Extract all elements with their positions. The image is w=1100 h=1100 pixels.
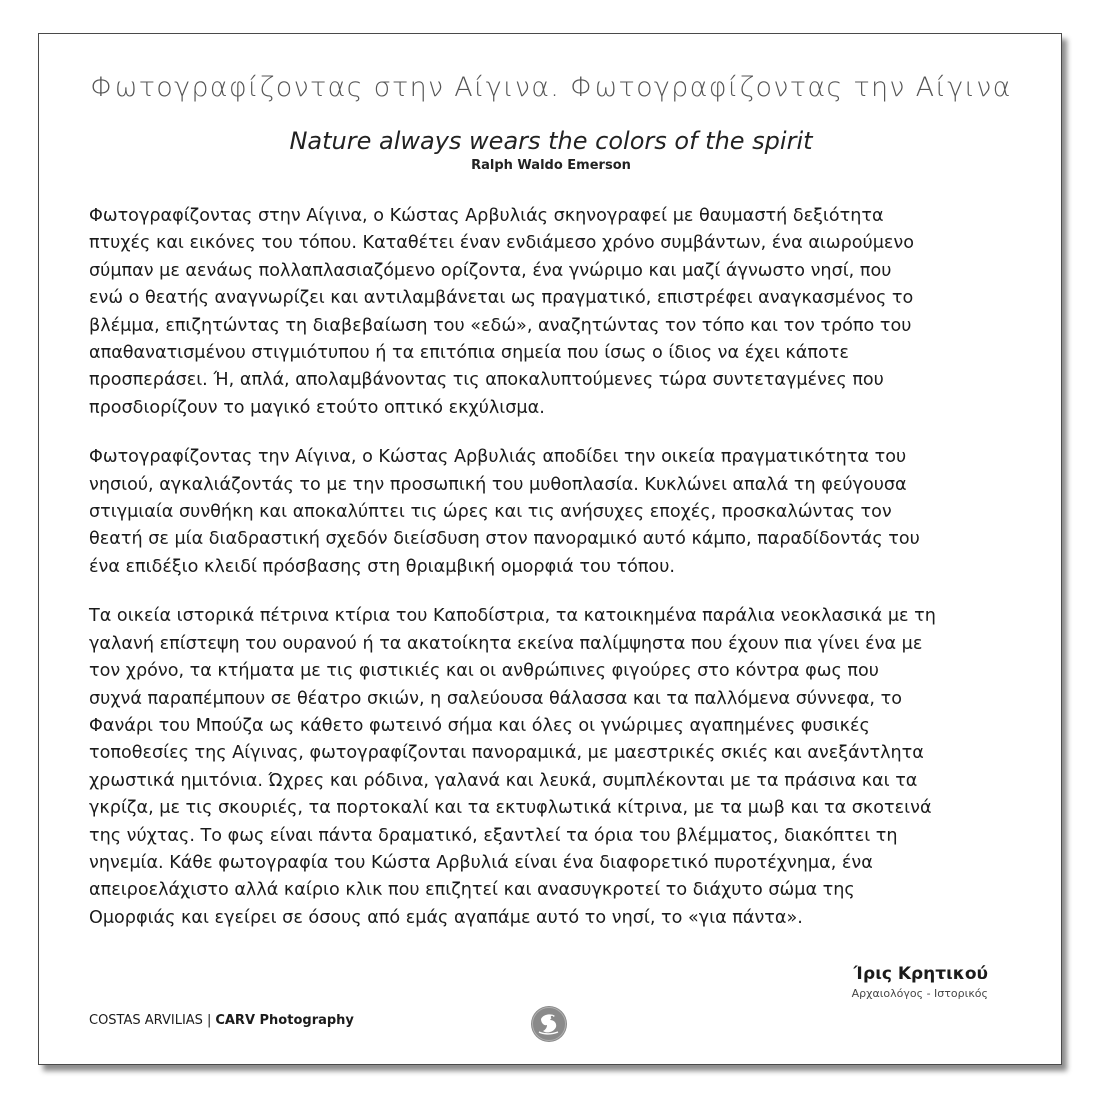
text-line: θεατή σε μία διαδραστική σχεδόν διείσδυση στον πανοραμικό αυτό κάμπο, παραδίδοντάς του bbox=[89, 529, 920, 550]
text-line: νησιού, αγκαλιάζοντάς το με την προσωπική του μυθοπλασία. Κυκλώνει απαλά τη φεύγουσα bbox=[89, 474, 907, 495]
brand-subtitle: CARV Photography bbox=[215, 1013, 354, 1028]
paragraph-2 bbox=[89, 444, 1019, 581]
document-page bbox=[38, 33, 1062, 1065]
text-line: χρωστικά ημιτόνια. Ώχρες και ρόδινα, γαλανά και λευκά, συμπλέκονται με τα πράσινα και τα bbox=[89, 770, 918, 791]
text-line: σύμπαν με αενάως πολλαπλασιαζόμενο ορίζοντα, ένα γνώριμο και μαζί άγνωστο νησί, που bbox=[89, 260, 892, 281]
body-text bbox=[89, 203, 1019, 954]
text-line: Φωτογραφίζοντας στην Αίγινα, ο Κώστας Αρβυλιάς σκηνογραφεί με θαυμαστή δεξιότητα bbox=[89, 206, 884, 226]
text-line: ένα επιδέξιο κλειδί πρόσβασης στη θριαμβική ομορφιά του τόπου. bbox=[89, 556, 675, 577]
text-line: τοποθεσίες της Αίγινας, φωτογραφίζονται πανοραμικά, με μαεστρικές σκιές και ανεξάντλητα bbox=[89, 743, 924, 764]
footer-brand bbox=[89, 1013, 354, 1028]
text-line: νηνεμία. Κάθε φωτογραφία του Κώστα Αρβυλιά είναι ένα διαφορετικό πυροτέχνημα, ένα bbox=[89, 852, 873, 873]
text-line: Φανάρι του Μπούζα ως κάθετο φωτεινό σήμα και όλες οι γνώριμες αγαπημένες φυσικές bbox=[89, 715, 870, 736]
text-line: Ομορφιάς και εγείρει σε όσους από εμάς αγαπάμε αυτό το νησί, το «για πάντα». bbox=[89, 907, 803, 928]
text-line: απαθανατισμένου στιγμιότυπου ή τα επιτόπια σημεία που ίσως ο ίδιος να έχει κάποτε bbox=[89, 343, 849, 364]
text-line: Τα οικεία ιστορικά πέτρινα κτίρια του Καποδίστρια, τα κατοικημένα παράλια νεοκλασικά με τη bbox=[89, 606, 936, 627]
epigraph-author: Ralph Waldo Emerson bbox=[471, 158, 631, 173]
signature-role: Αρχαιολόγος - Ιστορικός bbox=[851, 987, 988, 1000]
paragraph-3 bbox=[89, 603, 1019, 932]
text-line: Φωτογραφίζοντας την Αίγινα, ο Κώστας Αρβυλιάς αποδίδει την οικεία πραγματικότητα του bbox=[89, 447, 907, 468]
text-line: τον χρόνο, τα κτήματα με τις φιστικιές και οι ανθρώπινες φιγούρες στο κόντρα φως που bbox=[89, 661, 879, 682]
text-line: βλέμμα, επιζητώντας τη διαβεβαίωση του «εδώ», αναζητώντας τον τόπο και τον τρόπο του bbox=[89, 315, 912, 336]
text-line: γαλανή επίστεψη του ουρανού ή τα ακατοίκητα εκείνα παλίμψηστα που έχουν πια γίνει ένα με bbox=[89, 633, 923, 654]
text-line: πτυχές και εικόνες του τόπου. Καταθέτει έναν ενδιάμεσο χρόνο συμβάντων, ένα αιωρούμενο bbox=[89, 233, 915, 254]
brand-name: COSTAS ARVILIAS bbox=[89, 1013, 203, 1028]
text-line: προσπεράσει. Ή, απλά, απολαμβάνοντας τις αποκαλυπτούμενες τώρα συντεταγμένες που bbox=[89, 370, 884, 391]
epigraph-quote: Nature always wears the colors of the spirit bbox=[289, 127, 813, 155]
text-line: ενώ ο θεατής αναγνωρίζει και αντιλαμβάνεται ως πραγματικό, επιστρέφει αναγκασμένος το bbox=[89, 288, 914, 309]
text-line: απειροελάχιστο αλλά καίριο κλικ που επιζητεί και ανασυγκροτεί το διάχυτο σώμα της bbox=[89, 880, 855, 901]
text-line: στιγμιαία συνθήκη και αποκαλύπτει τις ώρες και τις ανήσυχες εποχές, προσκαλώντας τον bbox=[89, 502, 892, 523]
text-line: της νύχτας. Το φως είναι πάντα δραματικό, εξαντλεί τα όρια του βλέμματος, διακόπτει τη bbox=[89, 825, 898, 846]
brand-separator: | bbox=[206, 1013, 212, 1028]
paragraph-1 bbox=[89, 203, 1019, 422]
text-line: γκρίζα, με τις σκουριές, τα πορτοκαλί και τα εκτυφλωτικά κίτρινα, με τα μωβ και τα σκοτεινά bbox=[89, 798, 932, 819]
text-line: συχνά παραπέμπουν σε θέατρο σκιών, η σαλεύουσα θάλασσα και τα παλλόμενα σύννεφα, το bbox=[89, 688, 902, 709]
signature-name: Ίρις Κρητικού bbox=[853, 964, 988, 984]
text-line: προσδιορίζουν το μαγικό ετούτο οπτικό εκχύλισμα. bbox=[89, 397, 545, 418]
carv-logo-icon bbox=[530, 1005, 568, 1043]
page-title: Φωτογραφίζοντας στην Αίγινα. Φωτογραφίζοντας την Αίγινα bbox=[90, 72, 1012, 103]
